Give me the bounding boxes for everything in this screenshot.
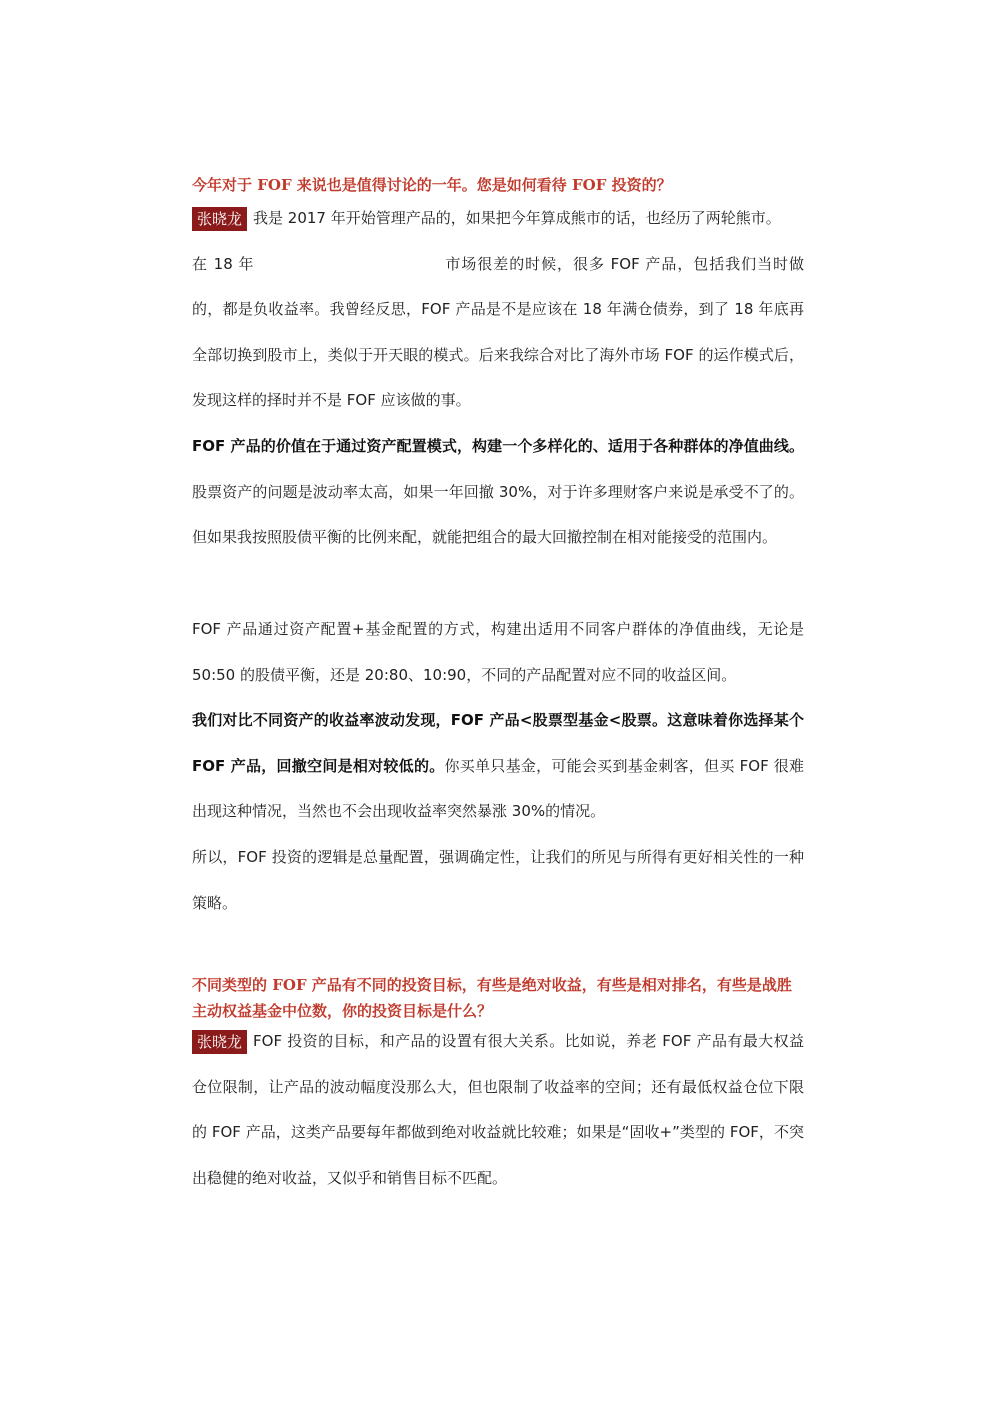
paragraph-4-bold: 我们对比不同资产的收益率波动发现，FOF 产品<股票型基金<股票。这意味着你选择某个 FOF 产品，回撤空间是相对较低的。 bbox=[192, 711, 804, 775]
question-1: 今年对于 FOF 来说也是值得讨论的一年。您是如何看待 FOF 投资的？ bbox=[192, 176, 672, 194]
paragraph-5: 所以，FOF 投资的逻辑是总量配置，强调确定性，让我们的所见与所得有更好相关性的一种策略。 bbox=[192, 848, 804, 912]
paragraph-2-rest: 股票资产的问题是波动率太高，如果一年回撤 30%，对于许多理财客户来说是承受不了的。但如果我按照股债平衡的比例来配，就能把组合的最大回撤控制在相对能接受的范围内。 bbox=[192, 482, 804, 546]
answer-1 bbox=[192, 196, 804, 424]
question-2: 不同类型的 FOF 产品有不同的投资目标，有些是绝对收益，有些是相对排名，有些是战胜主动权益基金中位数，你的投资目标是什么？ bbox=[192, 976, 792, 1020]
paragraph-4 bbox=[192, 698, 804, 835]
paragraph-2-bold: FOF 产品的价值在于通过资产配置模式，构建一个多样化的、适用于各种群体的净值曲线。 bbox=[192, 437, 804, 455]
paragraph-3: FOF 产品通过资产配置+基金配置的方式，构建出适用不同客户群体的净值曲线，无论是 50:50 的股债平衡，还是 20:80、10:90，不同的产品配置对应不同的收益区间。 bbox=[192, 620, 804, 684]
speaker-tag-2: 张晓龙 bbox=[192, 1030, 247, 1054]
answer-1-rest: 市场很差的时候，很多 FOF 产品，包括我们当时做的，都是负收益率。我曾经反思，FOF 产品是不是应该在 18 年满仓债券，到了 18 年底再全部切换到股市上，类似于开天眼的模式。后来我综合对比了海外市场 FOF 的运作模式后，发现这样的择时并不是 FOF 应该做的事。 bbox=[192, 254, 804, 409]
answer-1-line2-start: 在 18 年 bbox=[192, 254, 255, 273]
answer-2 bbox=[192, 1019, 804, 1201]
paragraph-4-rest: 你买单只基金，可能会买到基金刺客，但买 FOF 很难出现这种情况，当然也不会出现收益率突然暴涨 30%的情况。 bbox=[192, 756, 805, 820]
answer-2-text: FOF 投资的目标，和产品的设置有很大关系。比如说，养老 FOF 产品有最大权益仓位限制，让产品的波动幅度没那么大，但也限制了收益率的空间；还有最低权益仓位下限的 FOF 产品，这类产品要每年都做到绝对收益就比较难；如果是“固收+”类型的 FOF，不突出稳健的绝对收益，又似乎和销售目标不匹配。 bbox=[192, 1032, 804, 1187]
answer-1-first: 我是 2017 年开始管理产品的，如果把今年算成熊市的话，也经历了两轮熊市。 bbox=[253, 209, 781, 227]
paragraph-2 bbox=[192, 424, 804, 561]
speaker-tag: 张晓龙 bbox=[192, 207, 247, 231]
